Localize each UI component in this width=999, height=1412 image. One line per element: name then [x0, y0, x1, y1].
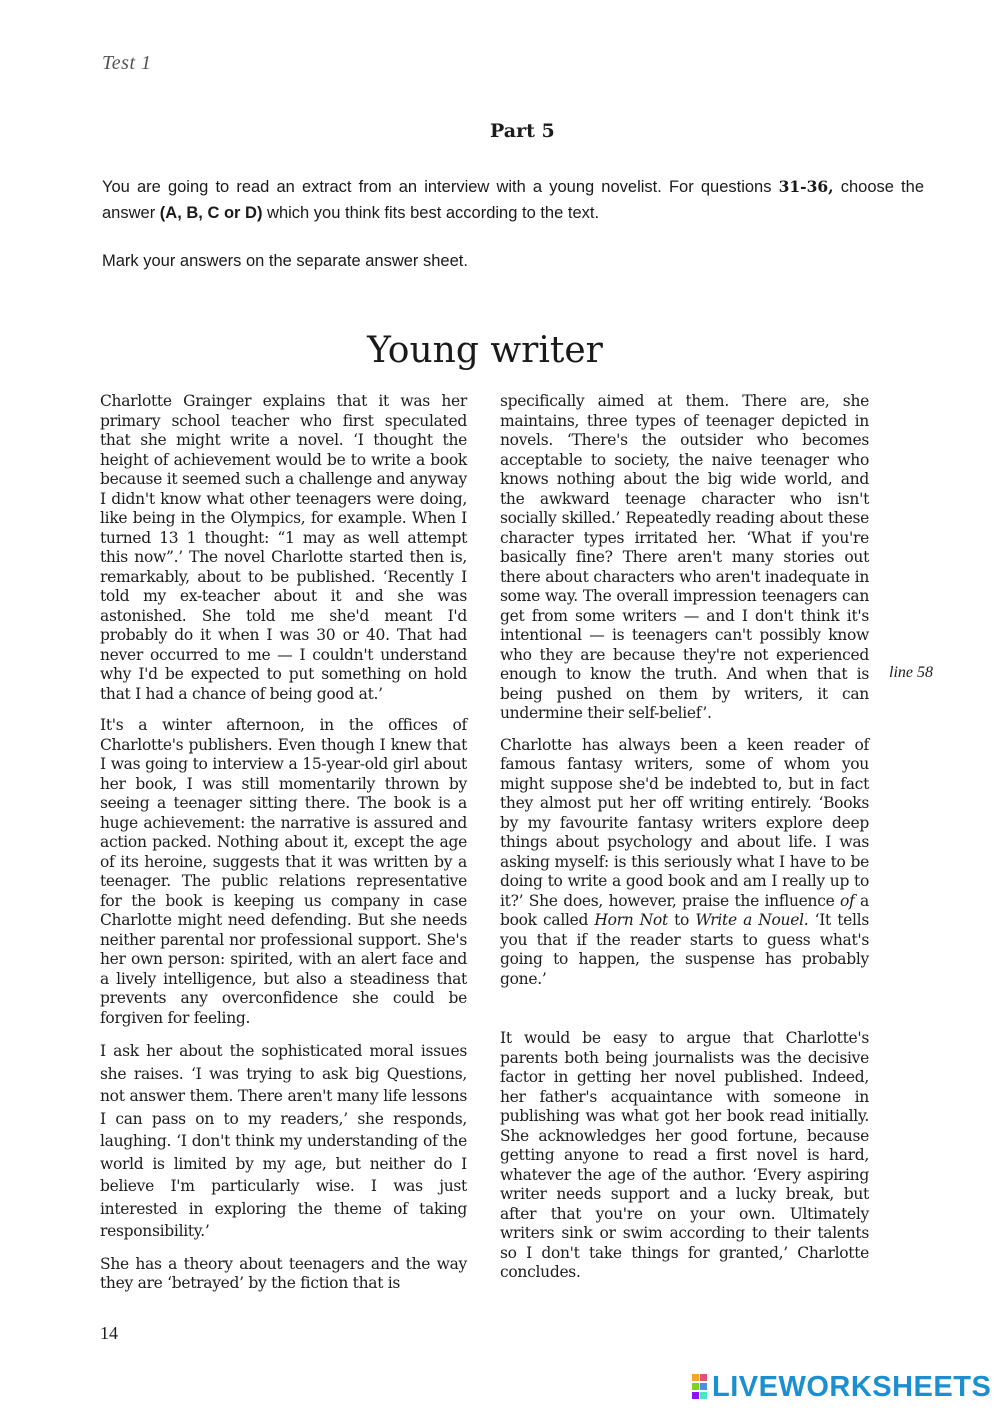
right-column [500, 392, 869, 1295]
article-paragraph: It's a winter afternoon, in the offices of Charlotte's publishers. Even though I knew that I was going to interview a 15-year-old girl about her book, I was still momentarily thrown by seeing a teenager sitting there. The book is a huge achievement: the narrative is assured and action packed. Nothing about it, except the age of its heroine, suggests that it was written by a teenager. The public relations representative for the book is keeping us company in case Charlotte might need defending. But she needs neither parental nor professional support. She's her own person: spirited, with an alert face and a lively intelligence, but also a steadiness that prevents any overconfidence she could be forgiven for feeling. [100, 716, 467, 1027]
instructions-fits: which you think fits best according to the text. [262, 204, 600, 222]
brand-text: LIVEWORKSHEETS [712, 1370, 992, 1403]
book-title: Horn Not [594, 911, 668, 929]
instructions-text [102, 174, 924, 226]
article-title: Young writer [367, 330, 603, 371]
line-reference: line 58 [889, 664, 933, 681]
article-paragraph: It would be easy to argue that Charlotte's parents both being journalists was the decisive factor in getting her novel published. Indeed, her father's acquaintance with someone in publishing was what got her book read initially. She acknowledges her good fortune, because getting anyone to read a first novel is hard, whatever the age of the author. ‘Every aspiring writer needs support and a lucky break, but after that you're on your own. Ultimately writers sink or swim according to their talents so I don't take things for granted,’ Charlotte concludes. [500, 1029, 869, 1281]
instructions [102, 174, 924, 274]
instructions-choose: choose the answer [102, 178, 924, 222]
answer-options: (A, B, C or D) [159, 204, 263, 222]
part-title: Part 5 [490, 120, 555, 142]
running-head: Test 1 [102, 52, 152, 74]
article-paragraph: specifically aimed at them. There are, she maintains, three types of teenager depicted in novels. ‘There's the outsider who becomes acceptable to society, the naive teenager who knows nothing about the big wide world, and the awkward teenage character who isn't socially skilled.’ Repeatedly reading about these character types irritated her. ‘What if you're basically fine? There aren't many stories out there about characters who aren't inadequate in some way. The overall impression teenagers can get from some writers — and I don't think it's intentional — is teenagers can't possibly know who they are because they're not experienced enough to know the truth. And when that is being pushed on them by writers, it can undermine their self-belief’. [500, 392, 869, 722]
liveworksheets-brand[interactable] [692, 1372, 991, 1402]
article-paragraph: I ask her about the sophisticated moral issues she raises. ‘I was trying to ask big Questions, not answer them. There aren't many life lessons I can pass on to my readers,’ she responds, laughing. ‘I don't think my understanding of the world is limited by my age, but neither do I believe I'm particularly wise. I was just interested in exploring the theme of taking responsibility.’ [100, 1042, 467, 1240]
article-paragraph-keen-reader: Charlotte has always been a keen reader of famous fantasy writers, some of whom you might suppose she'd be indebted to, but in fact they almost put her off writing entirely. ‘Books by my favourite fantasy writers explore deep things about psychology and about life. I was asking myself: is this seriously what I have to be doing to write a good book and am I really up to it?’ She does, however, praise the influence of a book called Horn Not to Write a Nouel. ‘It tells you that if the reader starts to guess what's going to happen, the suspense has probably gone.’ [500, 735, 869, 988]
mark-answers-text: Mark your answers on the separate answer sheet. [102, 252, 468, 270]
question-range: 31-36, [778, 177, 834, 196]
article-paragraph: Charlotte Grainger explains that it was her primary school teacher who first speculated that she might write a novel. ‘I thought the height of achievement would be to write a book because it seemed such a challenge and anyway I didn't know what other teenagers were doing, like being in the Olympics, for example. When I turned 13 1 thought: “1 may as well attempt this now”.’ The novel Charlotte started then is, remarkably, about to be published. ‘Recently I told my ex-teacher about it and she was astonished. She told me she'd meant I'd probably do it when I was 30 or 40. That had never occurred to me — I couldn't understand why I'd be expected to put something on hold that I had a chance of being good at.’ [100, 392, 467, 703]
article-paragraph: She has a theory about teenagers and the way they are ‘betrayed’ by the fiction that is [100, 1254, 467, 1292]
liveworksheets-logo-icon [692, 1374, 708, 1400]
left-column [100, 392, 467, 1306]
instructions-intro: You are going to read an extract from an interview with a young novelist. For questions [102, 178, 779, 196]
page-number: 14 [100, 1323, 118, 1343]
book-title: Write a Nouel. [695, 911, 809, 929]
